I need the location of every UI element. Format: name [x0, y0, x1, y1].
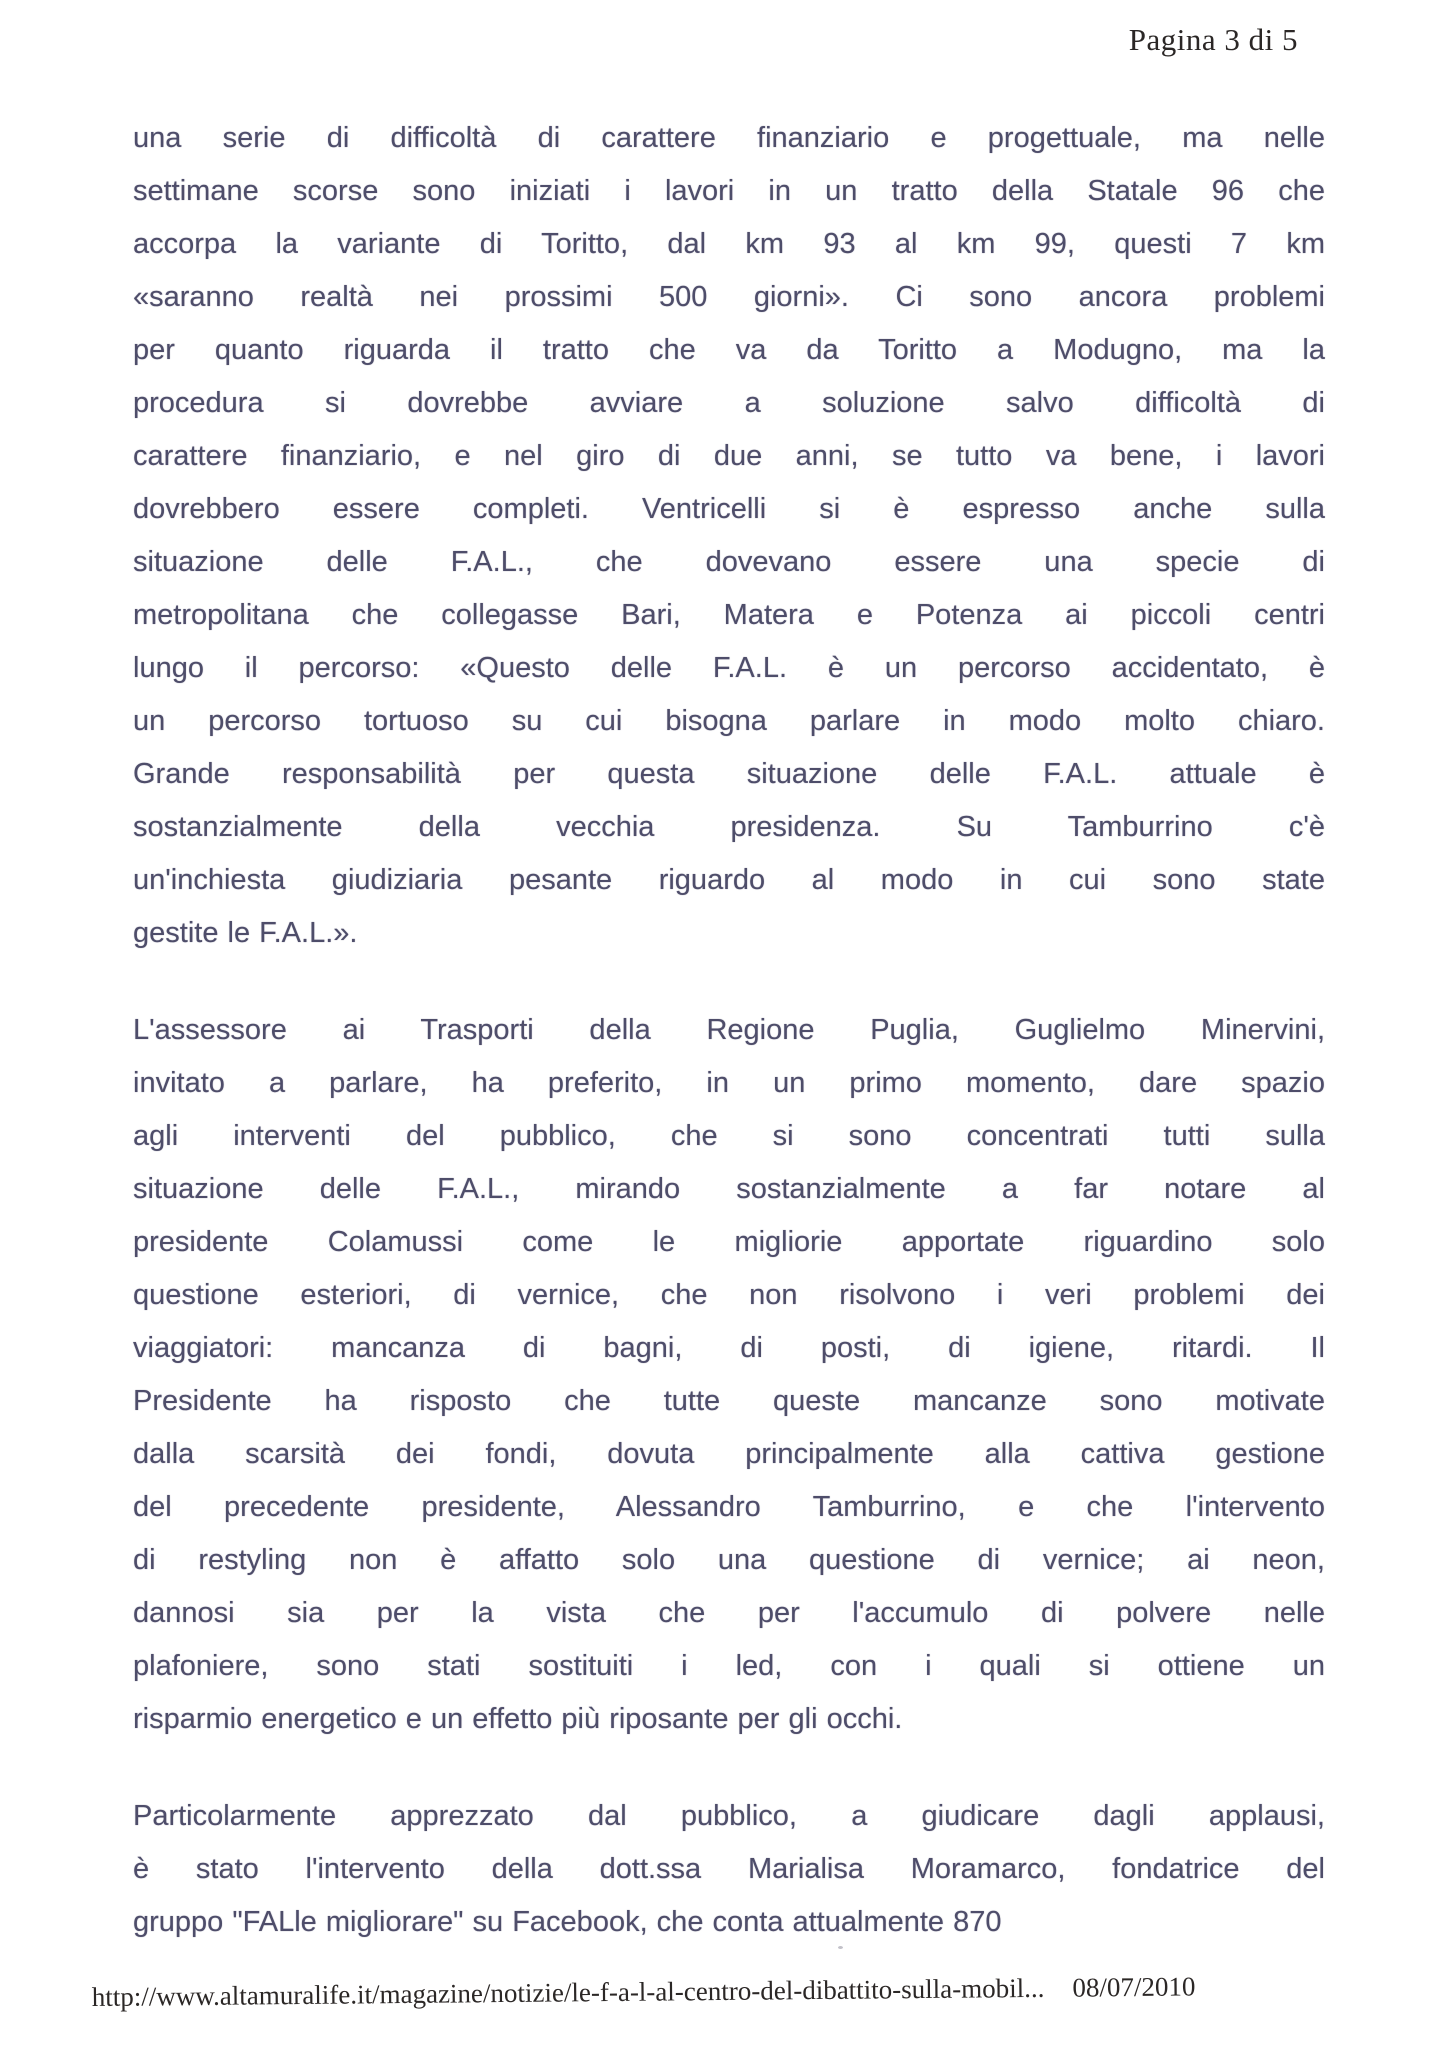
text-line: per quanto riguarda il tratto che va da Toritto a Modugno, ma la [133, 334, 1325, 366]
text-line: risparmio energetico e un effetto più riposante per gli occhi. [133, 1703, 903, 1735]
body-paragraph [133, 1790, 1325, 1949]
page-number-indicator: Pagina 3 di 5 [1128, 22, 1298, 57]
text-line: viaggiatori: mancanza di bagni, di posti, di igiene, ritardi. Il [133, 1332, 1325, 1364]
text-line: gruppo "FALle migliorare" su Facebook, che conta attualmente 870 [133, 1906, 1002, 1938]
source-url: http://www.altamuralife.it/magazine/notizie/le-f-a-l-al-centro-del-dibattito-sulla-mobil... [91, 1972, 1045, 2012]
text-line: plafoniere, sono stati sostituiti i led, con i quali si ottiene un [133, 1650, 1325, 1682]
text-line: L'assessore ai Trasporti della Regione Puglia, Guglielmo Minervini, [133, 1014, 1325, 1046]
text-line: agli interventi del pubblico, che si sono concentrati tutti sulla [133, 1120, 1325, 1152]
text-line: invitato a parlare, ha preferito, in un primo momento, dare spazio [133, 1067, 1325, 1099]
text-line: Presidente ha risposto che tutte queste mancanze sono motivate [133, 1385, 1325, 1417]
text-line: «saranno realtà nei prossimi 500 giorni». Ci sono ancora problemi [133, 281, 1325, 313]
text-line: metropolitana che collegasse Bari, Matera e Potenza ai piccoli centri [133, 599, 1325, 631]
body-paragraph [133, 1004, 1325, 1746]
text-line: dalla scarsità dei fondi, dovuta principalmente alla cattiva gestione [133, 1438, 1325, 1470]
scan-artifact-speck [838, 1946, 843, 1949]
document-body [133, 112, 1325, 1993]
text-line: sostanzialmente della vecchia presidenza. Su Tamburrino c'è [133, 811, 1325, 843]
scan-artifact-speck [1129, 452, 1133, 455]
text-line: accorpa la variante di Toritto, dal km 93 al km 99, questi 7 km [133, 228, 1325, 260]
text-line: procedura si dovrebbe avviare a soluzione salvo difficoltà di [133, 387, 1325, 419]
text-line: un percorso tortuoso su cui bisogna parlare in modo molto chiaro. [133, 705, 1325, 737]
text-line: una serie di difficoltà di carattere finanziario e progettuale, ma nelle [133, 122, 1325, 154]
text-line: è stato l'intervento della dott.ssa Marialisa Moramarco, fondatrice del [133, 1853, 1325, 1885]
text-line: Grande responsabilità per questa situazione delle F.A.L. attuale è [133, 758, 1325, 790]
text-line: situazione delle F.A.L., che dovevano essere una specie di [133, 546, 1325, 578]
text-line: situazione delle F.A.L., mirando sostanzialmente a far notare al [133, 1173, 1325, 1205]
text-line: settimane scorse sono iniziati i lavori in un tratto della Statale 96 che [133, 175, 1325, 207]
text-line: di restyling non è affatto solo una questione di vernice; ai neon, [133, 1544, 1325, 1576]
text-line: un'inchiesta giudiziaria pesante riguardo al modo in cui sono state [133, 864, 1325, 896]
body-paragraph [133, 112, 1325, 960]
text-line: dovrebbero essere completi. Ventricelli si è espresso anche sulla [133, 493, 1325, 525]
text-line: dannosi sia per la vista che per l'accumulo di polvere nelle [133, 1597, 1325, 1629]
text-line: lungo il percorso: «Questo delle F.A.L. è un percorso accidentato, è [133, 652, 1325, 684]
text-line: questione esteriori, di vernice, che non risolvono i veri problemi dei [133, 1279, 1325, 1311]
text-line: del precedente presidente, Alessandro Tamburrino, e che l'intervento [133, 1491, 1325, 1523]
text-line: gestite le F.A.L.». [133, 917, 358, 949]
text-line: carattere finanziario, e nel giro di due anni, se tutto va bene, i lavori [133, 440, 1325, 472]
text-line: presidente Colamussi come le migliorie apportate riguardino solo [133, 1226, 1325, 1258]
print-date: 08/07/2010 [1072, 1971, 1196, 2003]
text-line: Particolarmente apprezzato dal pubblico, a giudicare dagli applausi, [133, 1800, 1325, 1832]
